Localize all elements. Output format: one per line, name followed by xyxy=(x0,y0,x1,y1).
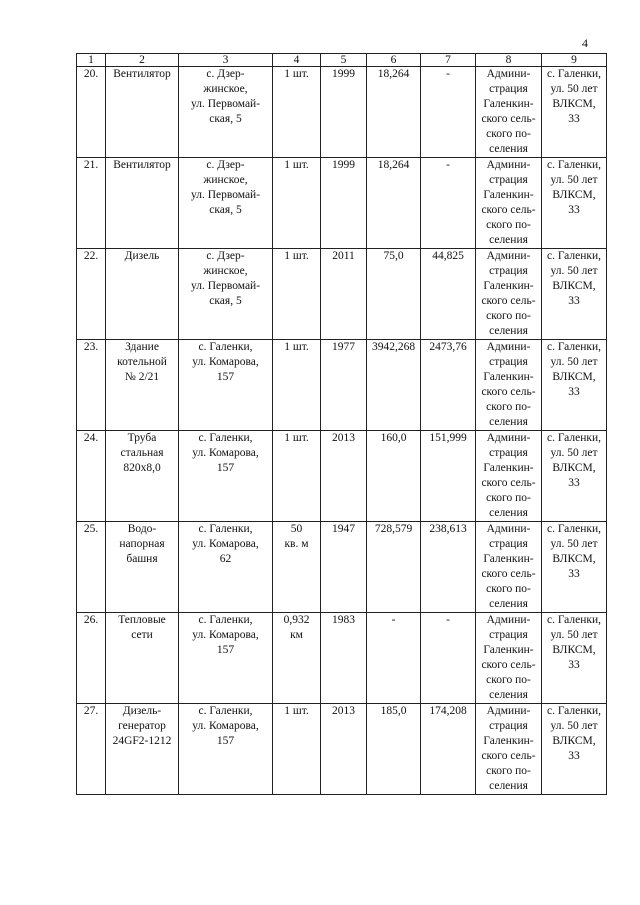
item-name-cell xyxy=(106,522,179,613)
holder-line: Галенкин- xyxy=(483,735,534,747)
column-header: 5 xyxy=(321,54,367,67)
item-quantity-line: км xyxy=(290,629,303,641)
holder-address-line: ВЛКСМ, xyxy=(552,189,596,201)
holder-address-line: с. Галенки, xyxy=(546,341,602,353)
item-year-cell: 2013 xyxy=(321,704,367,795)
item-number-cell: 24. xyxy=(77,431,106,522)
item-name-line: Тепловые xyxy=(118,614,166,626)
holder-line: Галенкин- xyxy=(483,280,534,292)
table-row xyxy=(77,704,607,795)
item-address-line: 157 xyxy=(216,371,235,383)
holder-address-cell xyxy=(542,613,607,704)
holder-line: страция xyxy=(489,538,528,550)
item-name-line: Вентилятор xyxy=(113,68,171,80)
item-address-line: с. Галенки, xyxy=(198,614,253,626)
item-address-line: с. Дзер- xyxy=(206,68,245,80)
item-name-cell xyxy=(106,340,179,431)
holder-line: Админи- xyxy=(486,614,531,626)
item-quantity-cell xyxy=(273,249,321,340)
holder-address-line: 33 xyxy=(568,659,580,671)
holder-line: страция xyxy=(489,83,528,95)
holder-address-line: ВЛКСМ, xyxy=(552,371,596,383)
item-name-line: 24GF2-1212 xyxy=(112,735,172,747)
item-quantity-line: 1 шт. xyxy=(284,432,309,444)
holder-line: Галенкин- xyxy=(483,553,534,565)
holder-line: Админи- xyxy=(486,705,531,717)
item-number-cell: 22. xyxy=(77,249,106,340)
holder-address-cell xyxy=(542,249,607,340)
item-address-line: с. Дзер- xyxy=(206,250,245,262)
column-header: 2 xyxy=(106,54,179,67)
item-quantity-cell xyxy=(273,431,321,522)
item-address-line: с. Галенки, xyxy=(198,705,253,717)
holder-line: Галенкин- xyxy=(483,98,534,110)
item-address-line: ская, 5 xyxy=(209,113,242,125)
holder-cell xyxy=(476,522,542,613)
holder-line: селения xyxy=(489,416,528,428)
holder-line: ского по- xyxy=(486,583,531,595)
holder-address-line: 33 xyxy=(568,477,580,489)
item-quantity-cell xyxy=(273,522,321,613)
item-name-line: Здание xyxy=(125,341,159,353)
holder-line: Админи- xyxy=(486,68,531,80)
table-row xyxy=(77,431,607,522)
holder-address-cell xyxy=(542,158,607,249)
holder-address-cell xyxy=(542,522,607,613)
item-address-cell xyxy=(179,67,273,158)
item-address-line: ул. Комарова, xyxy=(192,447,259,459)
holder-line: ского по- xyxy=(486,401,531,413)
holder-line: селения xyxy=(489,325,528,337)
holder-line: страция xyxy=(489,629,528,641)
item-address-line: ул. Первомай- xyxy=(190,189,261,201)
holder-line: Галенкин- xyxy=(483,189,534,201)
balance-value-cell: 18,264 xyxy=(367,67,421,158)
balance-value-cell: 3942,268 xyxy=(367,340,421,431)
holder-line: ского по- xyxy=(486,128,531,140)
holder-line: Админи- xyxy=(486,341,531,353)
holder-address-line: 33 xyxy=(568,113,580,125)
item-name-cell xyxy=(106,704,179,795)
item-quantity-line: 1 шт. xyxy=(284,68,309,80)
item-name-line: башня xyxy=(126,553,158,565)
holder-line: ского сель- xyxy=(481,386,536,398)
balance-value-cell: 18,264 xyxy=(367,158,421,249)
residual-value-cell: - xyxy=(421,613,476,704)
item-name-line: сети xyxy=(131,629,153,641)
holder-line: селения xyxy=(489,507,528,519)
item-address-line: с. Дзер- xyxy=(206,159,245,171)
table-row xyxy=(77,158,607,249)
item-address-line: ул. Комарова, xyxy=(192,720,259,732)
item-address-line: 157 xyxy=(216,462,235,474)
table-row xyxy=(77,249,607,340)
item-address-line: 62 xyxy=(219,553,232,565)
holder-line: ского сель- xyxy=(481,477,536,489)
item-address-line: с. Галенки, xyxy=(198,432,253,444)
holder-address-line: ВЛКСМ, xyxy=(552,462,596,474)
column-number-row xyxy=(77,54,607,67)
item-name-cell xyxy=(106,249,179,340)
residual-value-cell: 238,613 xyxy=(421,522,476,613)
holder-address-line: ул. 50 лет xyxy=(550,356,598,368)
column-header: 3 xyxy=(179,54,273,67)
holder-line: ского по- xyxy=(486,765,531,777)
item-quantity-cell xyxy=(273,158,321,249)
column-header: 4 xyxy=(273,54,321,67)
item-year-cell: 1947 xyxy=(321,522,367,613)
item-quantity-cell xyxy=(273,67,321,158)
item-number-cell: 25. xyxy=(77,522,106,613)
column-header: 8 xyxy=(476,54,542,67)
item-address-line: ская, 5 xyxy=(209,204,242,216)
holder-address-line: ВЛКСМ, xyxy=(552,280,596,292)
holder-line: Галенкин- xyxy=(483,371,534,383)
item-quantity-cell xyxy=(273,704,321,795)
holder-line: селения xyxy=(489,143,528,155)
item-number-cell: 27. xyxy=(77,704,106,795)
table-row xyxy=(77,522,607,613)
holder-address-line: 33 xyxy=(568,204,580,216)
holder-line: ского по- xyxy=(486,219,531,231)
holder-line: ского сель- xyxy=(481,204,536,216)
holder-address-line: ул. 50 лет xyxy=(550,174,598,186)
balance-value-cell: 728,579 xyxy=(367,522,421,613)
holder-cell xyxy=(476,158,542,249)
item-name-cell xyxy=(106,613,179,704)
item-address-cell xyxy=(179,249,273,340)
holder-cell xyxy=(476,431,542,522)
item-name-line: Труба xyxy=(127,432,157,444)
item-quantity-line: 50 xyxy=(290,523,303,535)
item-number-cell: 23. xyxy=(77,340,106,431)
holder-address-line: с. Галенки, xyxy=(546,159,602,171)
holder-address-line: с. Галенки, xyxy=(546,705,602,717)
holder-line: Галенкин- xyxy=(483,644,534,656)
holder-line: Админи- xyxy=(486,159,531,171)
item-address-line: жинское, xyxy=(203,83,248,95)
item-year-cell: 2013 xyxy=(321,431,367,522)
item-quantity-line: 1 шт. xyxy=(284,705,309,717)
balance-value-cell: 160,0 xyxy=(367,431,421,522)
page-number: 4 xyxy=(582,36,588,50)
residual-value-cell: - xyxy=(421,67,476,158)
item-year-cell: 2011 xyxy=(321,249,367,340)
holder-line: селения xyxy=(489,689,528,701)
property-registry-table xyxy=(76,53,607,795)
holder-address-line: ул. 50 лет xyxy=(550,83,598,95)
item-name-line: № 2/21 xyxy=(124,371,160,383)
holder-address-line: ул. 50 лет xyxy=(550,629,598,641)
residual-value-cell: 174,208 xyxy=(421,704,476,795)
item-year-cell: 1999 xyxy=(321,67,367,158)
holder-address-line: с. Галенки, xyxy=(546,250,602,262)
item-address-cell xyxy=(179,158,273,249)
holder-line: страция xyxy=(489,720,528,732)
item-address-line: ская, 5 xyxy=(209,295,242,307)
balance-value-cell: 75,0 xyxy=(367,249,421,340)
holder-address-line: ВЛКСМ, xyxy=(552,553,596,565)
item-number-cell: 21. xyxy=(77,158,106,249)
item-name-line: генератор xyxy=(118,720,166,732)
column-header: 1 xyxy=(77,54,106,67)
holder-line: страция xyxy=(489,265,528,277)
item-quantity-line: 1 шт. xyxy=(284,159,309,171)
holder-address-line: 33 xyxy=(568,295,580,307)
column-header: 6 xyxy=(367,54,421,67)
residual-value-cell: 151,999 xyxy=(421,431,476,522)
holder-line: селения xyxy=(489,780,528,792)
item-name-line: напорная xyxy=(119,538,165,550)
item-address-line: жинское, xyxy=(203,174,248,186)
item-year-cell: 1983 xyxy=(321,613,367,704)
item-address-cell xyxy=(179,704,273,795)
holder-line: ского сель- xyxy=(481,750,536,762)
item-name-line: Дизель xyxy=(124,250,160,262)
holder-address-line: ВЛКСМ, xyxy=(552,644,596,656)
item-name-line: стальная xyxy=(120,447,164,459)
holder-line: ского сель- xyxy=(481,113,536,125)
holder-address-cell xyxy=(542,704,607,795)
item-name-cell xyxy=(106,67,179,158)
item-address-line: 157 xyxy=(216,735,235,747)
item-name-line: котельной xyxy=(117,356,167,368)
item-name-line: Вентилятор xyxy=(113,159,171,171)
item-number-cell: 20. xyxy=(77,67,106,158)
holder-line: селения xyxy=(489,234,528,246)
holder-cell xyxy=(476,613,542,704)
balance-value-cell: - xyxy=(367,613,421,704)
item-address-cell xyxy=(179,431,273,522)
holder-line: селения xyxy=(489,598,528,610)
holder-line: Админи- xyxy=(486,250,531,262)
item-address-cell xyxy=(179,613,273,704)
holder-cell xyxy=(476,340,542,431)
item-name-cell xyxy=(106,158,179,249)
holder-line: ского сель- xyxy=(481,295,536,307)
holder-line: Админи- xyxy=(486,523,531,535)
item-quantity-cell xyxy=(273,613,321,704)
item-address-cell xyxy=(179,340,273,431)
holder-line: ского сель- xyxy=(481,568,536,580)
holder-line: ского сель- xyxy=(481,659,536,671)
holder-line: ского по- xyxy=(486,674,531,686)
item-year-cell: 1999 xyxy=(321,158,367,249)
holder-address-cell xyxy=(542,340,607,431)
holder-address-line: с. Галенки, xyxy=(546,432,602,444)
column-header: 9 xyxy=(542,54,607,67)
holder-address-line: 33 xyxy=(568,386,580,398)
holder-address-line: 33 xyxy=(568,568,580,580)
item-address-line: ул. Комарова, xyxy=(192,538,259,550)
item-name-line: Водо- xyxy=(127,523,157,535)
holder-cell xyxy=(476,67,542,158)
balance-value-cell: 185,0 xyxy=(367,704,421,795)
item-address-line: с. Галенки, xyxy=(198,523,253,535)
item-quantity-line: кв. м xyxy=(284,538,309,550)
item-quantity-cell xyxy=(273,340,321,431)
holder-line: страция xyxy=(489,356,528,368)
residual-value-cell: - xyxy=(421,158,476,249)
holder-address-line: ул. 50 лет xyxy=(550,538,598,550)
holder-address-cell xyxy=(542,67,607,158)
item-address-cell xyxy=(179,522,273,613)
holder-address-line: ул. 50 лет xyxy=(550,265,598,277)
holder-cell xyxy=(476,704,542,795)
item-quantity-line: 0,932 xyxy=(283,614,310,626)
table-row xyxy=(77,67,607,158)
item-address-line: ул. Комарова, xyxy=(192,629,259,641)
item-quantity-line: 1 шт. xyxy=(284,341,309,353)
item-address-line: 157 xyxy=(216,644,235,656)
item-name-line: Дизель- xyxy=(122,705,162,717)
holder-address-line: ул. 50 лет xyxy=(550,447,598,459)
item-name-line: 820х8,0 xyxy=(123,462,161,474)
item-address-line: ул. Первомай- xyxy=(190,98,261,110)
holder-address-line: ВЛКСМ, xyxy=(552,98,596,110)
holder-address-cell xyxy=(542,431,607,522)
item-name-cell xyxy=(106,431,179,522)
holder-line: Админи- xyxy=(486,432,531,444)
holder-line: Галенкин- xyxy=(483,462,534,474)
item-address-line: с. Галенки, xyxy=(198,341,253,353)
item-address-line: жинское, xyxy=(203,265,248,277)
holder-address-line: 33 xyxy=(568,750,580,762)
holder-address-line: с. Галенки, xyxy=(546,523,602,535)
item-number-cell: 26. xyxy=(77,613,106,704)
table-row xyxy=(77,613,607,704)
holder-address-line: ул. 50 лет xyxy=(550,720,598,732)
item-quantity-line: 1 шт. xyxy=(284,250,309,262)
holder-line: страция xyxy=(489,447,528,459)
holder-address-line: ВЛКСМ, xyxy=(552,735,596,747)
table-row xyxy=(77,340,607,431)
column-header: 7 xyxy=(421,54,476,67)
holder-address-line: с. Галенки, xyxy=(546,614,602,626)
holder-line: страция xyxy=(489,174,528,186)
residual-value-cell: 44,825 xyxy=(421,249,476,340)
item-address-line: ул. Первомай- xyxy=(190,280,261,292)
holder-address-line: с. Галенки, xyxy=(546,68,602,80)
item-address-line: ул. Комарова, xyxy=(192,356,259,368)
holder-cell xyxy=(476,249,542,340)
holder-line: ского по- xyxy=(486,310,531,322)
holder-line: ского по- xyxy=(486,492,531,504)
residual-value-cell: 2473,76 xyxy=(421,340,476,431)
item-year-cell: 1977 xyxy=(321,340,367,431)
